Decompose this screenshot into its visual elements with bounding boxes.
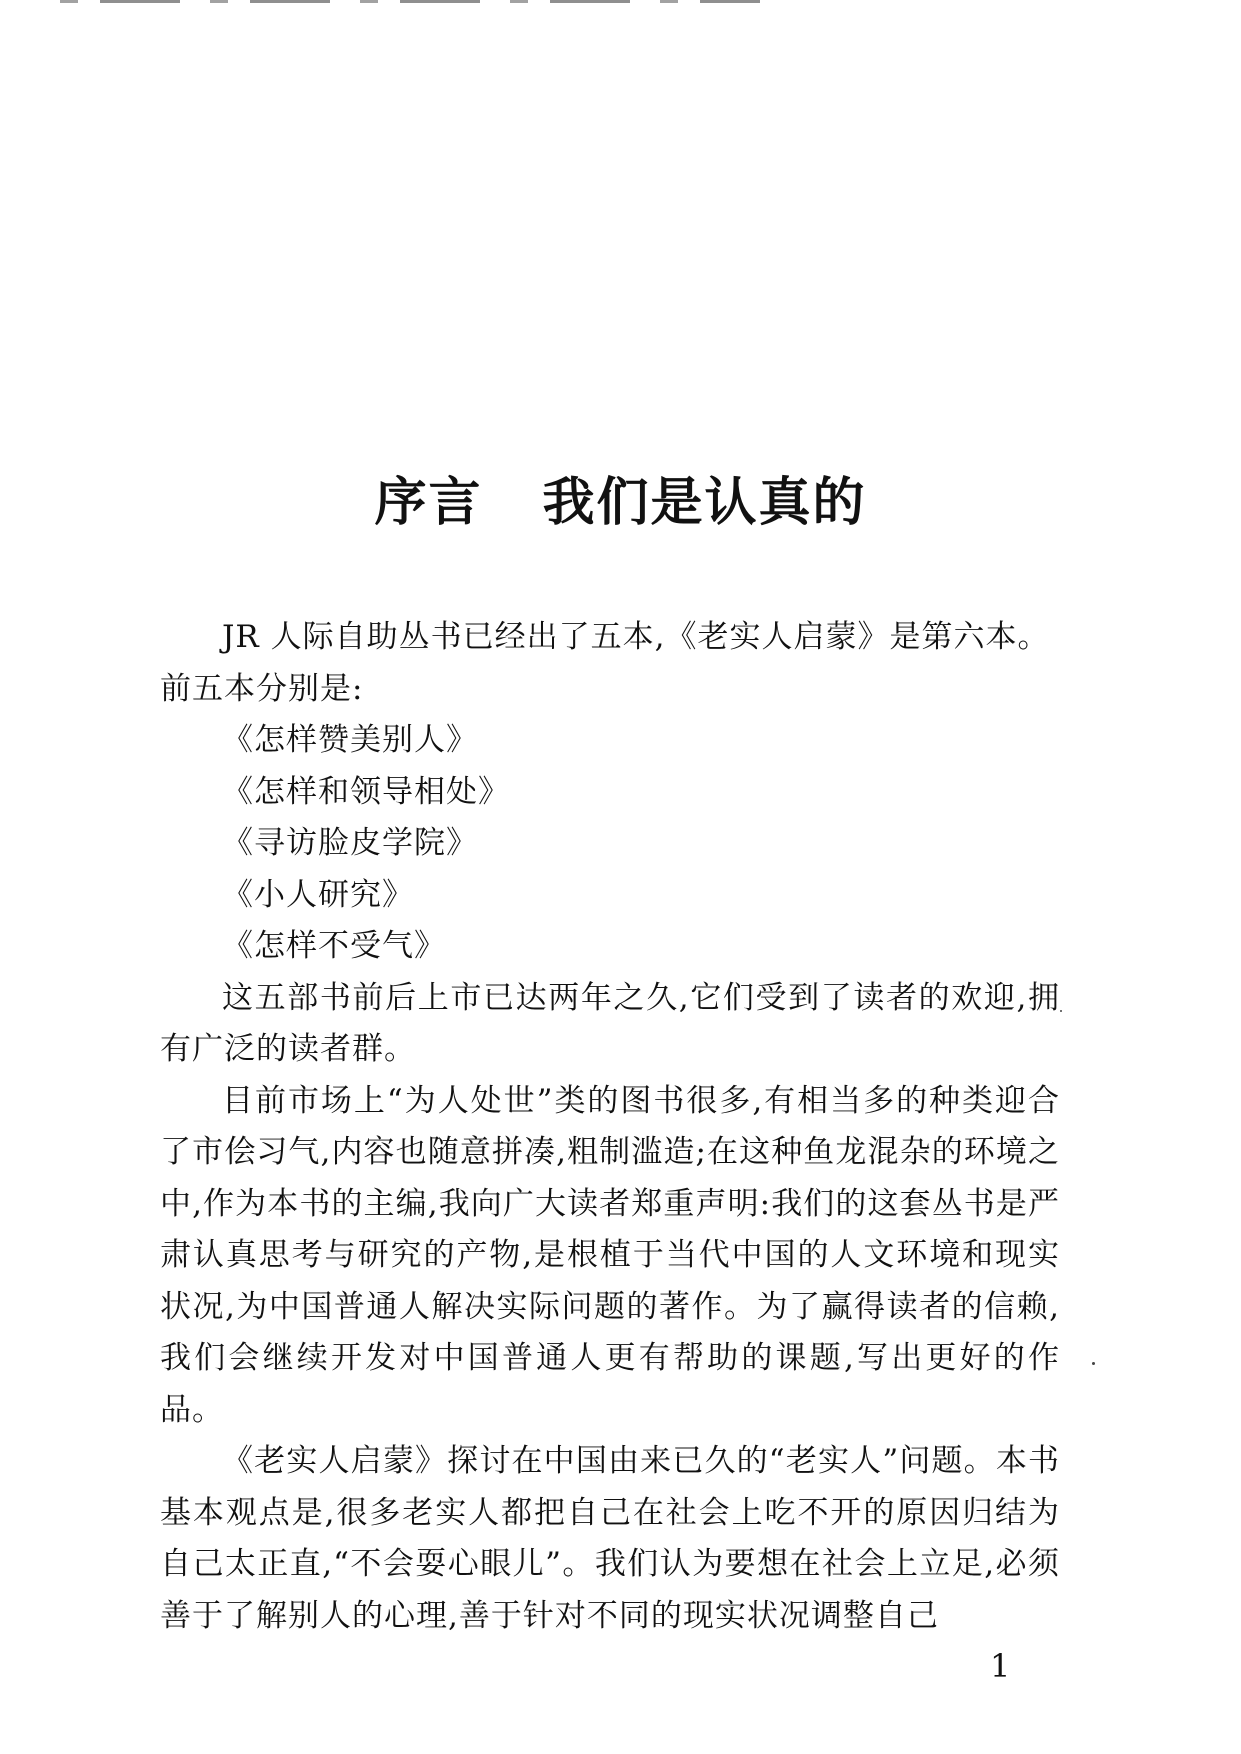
paragraph-reception: 这五部书前后上市已达两年之久,它们受到了读者的欢迎,拥有广泛的读者群。	[160, 979, 1060, 1067]
scan-speck	[1060, 1010, 1062, 1012]
paragraph-statement: 目前市场上“为人处世”类的图书很多,有相当多的种类迎合了市侩习气,内容也随意拼凑,粗制滥造;在这种鱼龙混杂的环境之中,作为本书的主编,我向广大读者郑重声明:我们的这套丛书是严肃认真思考与研究的产物,是根植于当代中国的人文环境和现实状况,为中国普通人解决实际问题的著作。为了赢得读者的信赖,我们会继续开发对中国普通人更有帮助的课题,写出更好的作品。	[160, 1082, 1060, 1428]
book-title-item: 《怎样不受气》	[222, 928, 446, 964]
body-text	[160, 612, 1060, 1642]
scan-speck	[1092, 1362, 1095, 1365]
book-title-item: 《怎样和领导相处》	[222, 773, 510, 810]
scan-edge-artifact	[60, 0, 760, 3]
page-number: 1	[990, 1647, 1011, 1685]
paragraph-list-intro: 前五本分别是:	[160, 670, 364, 707]
paragraph-book-topic: 《老实人启蒙》探讨在中国由来已久的“老实人”问题。本书基本观点是,很多老实人都把自己在社会上吃不开的原因归结为自己太正直,“不会耍心眼儿”。我们认为要想在社会上立足,必须善于了解别人的心理,善于针对不同的现实状况调整自己	[160, 1443, 1060, 1634]
book-title-item: 《怎样赞美别人》	[222, 722, 478, 758]
book-title-item: 《寻访脸皮学院》	[222, 825, 478, 861]
paragraph-intro: JR 人际自助丛书已经出了五本,《老实人启蒙》是第六本。	[222, 619, 1050, 655]
page-title	[0, 471, 1241, 535]
book-title-item: 《小人研究》	[222, 876, 414, 913]
title-preface: 序言	[374, 472, 483, 533]
title-main: 我们是认真的	[542, 472, 867, 533]
